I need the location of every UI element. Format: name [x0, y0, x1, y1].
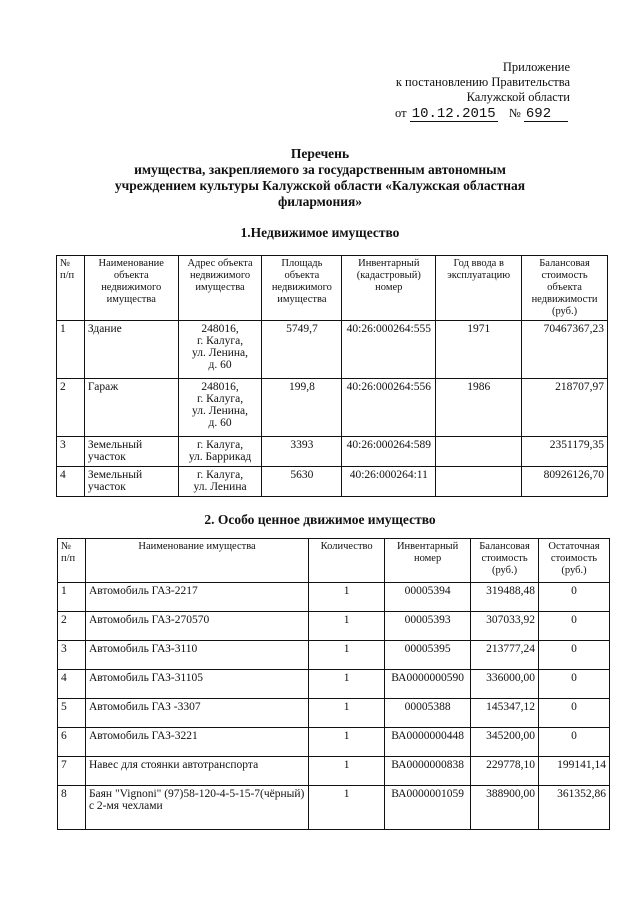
- table-header-row: [57, 256, 608, 321]
- row-number: 2: [57, 379, 85, 437]
- inventory-number: 00005394: [385, 583, 471, 612]
- row-number: 7: [58, 757, 86, 786]
- balance-cost: 70467367,23: [522, 321, 608, 379]
- decree-number: 692: [524, 107, 568, 122]
- decree-date: 10.12.2015: [411, 106, 496, 122]
- object-area: 5749,7: [262, 321, 342, 379]
- address-line: ул. Баррикад: [188, 451, 252, 463]
- document-title: [60, 146, 580, 210]
- residual-cost: 0: [539, 670, 610, 699]
- row-number: 8: [58, 786, 86, 830]
- row-number: 6: [58, 728, 86, 757]
- table-row: [58, 728, 610, 757]
- property-name: Навес для стоянки автотранспорта: [85, 757, 308, 786]
- table-row: [58, 641, 610, 670]
- header-cell: Год ввода в эксплуатацию: [436, 256, 522, 321]
- address-line: г. Калуга,: [197, 439, 244, 451]
- property-name: Автомобиль ГАЗ-3221: [85, 728, 308, 757]
- cadastral-number: 40:26:000264:11: [342, 467, 436, 497]
- row-number: 3: [57, 437, 85, 467]
- table-row: [57, 437, 608, 467]
- appendix-line-2: к постановлению Правительства: [395, 75, 570, 89]
- quantity: 1: [309, 728, 385, 757]
- table-row: [58, 786, 610, 830]
- row-number: 3: [58, 641, 86, 670]
- address-line: г. Калуга,: [197, 335, 244, 347]
- quantity: 1: [309, 583, 385, 612]
- header-cell: Балансовая стоимость (руб.): [471, 539, 539, 583]
- appendix-block: [310, 60, 570, 105]
- commission-year: [436, 467, 522, 497]
- inventory-number: 00005388: [385, 699, 471, 728]
- row-number: 4: [58, 670, 86, 699]
- object-address: [178, 321, 262, 379]
- balance-cost: 345200,00: [471, 728, 539, 757]
- balance-cost: 388900,00: [471, 786, 539, 830]
- balance-cost: 2351179,35: [522, 437, 608, 467]
- table-row: [57, 321, 608, 379]
- real-estate-table: [56, 255, 608, 497]
- quantity: 1: [309, 612, 385, 641]
- section1-heading: 1.Недвижимое имущество: [240, 225, 400, 240]
- header-cell: Количество: [309, 539, 385, 583]
- balance-cost: 307033,92: [471, 612, 539, 641]
- quantity: 1: [309, 786, 385, 830]
- property-name: Баян "Vignoni" (97)58-120-4-5-15-7(чёрный) с 2-мя чехлами: [85, 786, 308, 830]
- header-cell: Остаточная стоимость (руб.): [539, 539, 610, 583]
- residual-cost: 0: [539, 728, 610, 757]
- header-cell: Наименование имущества: [85, 539, 308, 583]
- table-header-row: [58, 539, 610, 583]
- address-line: г. Калуга,: [197, 393, 244, 405]
- inventory-number: ВА0000001059: [385, 786, 471, 830]
- property-name: Автомобиль ГАЗ-3110: [85, 641, 308, 670]
- date-prefix: от: [395, 106, 407, 120]
- balance-cost: 336000,00: [471, 670, 539, 699]
- balance-cost: 319488,48: [471, 583, 539, 612]
- property-name: Автомобиль ГАЗ-31105: [85, 670, 308, 699]
- inventory-number: 00005395: [385, 641, 471, 670]
- commission-year: 1986: [436, 379, 522, 437]
- quantity: 1: [309, 641, 385, 670]
- header-cell: Площадь объекта недвижимого имущества: [262, 256, 342, 321]
- table-row: [58, 612, 610, 641]
- header-cell: Наименование объекта недвижимого имущества: [84, 256, 178, 321]
- address-line: ул. Ленина: [193, 481, 247, 493]
- residual-cost: 0: [539, 699, 610, 728]
- cadastral-number: 40:26:000264:589: [342, 437, 436, 467]
- residual-cost: 0: [539, 583, 610, 612]
- row-number: 4: [57, 467, 85, 497]
- title-line-4: филармония»: [277, 194, 363, 209]
- object-name: Здание: [84, 321, 178, 379]
- commission-year: 1971: [436, 321, 522, 379]
- address-line: г. Калуга,: [197, 469, 244, 481]
- balance-cost: 218707,97: [522, 379, 608, 437]
- balance-cost: 213777,24: [471, 641, 539, 670]
- inventory-number: 00005393: [385, 612, 471, 641]
- header-cell: Инвентарный (кадастровый) номер: [342, 256, 436, 321]
- quantity: 1: [309, 757, 385, 786]
- inventory-number: ВА0000000448: [385, 728, 471, 757]
- address-line: д. 60: [208, 359, 232, 371]
- commission-year: [436, 437, 522, 467]
- address-line: ул. Ленина,: [192, 347, 249, 359]
- row-number: 1: [57, 321, 85, 379]
- residual-cost: 0: [539, 641, 610, 670]
- object-address: [178, 379, 262, 437]
- inventory-number: ВА0000000590: [385, 670, 471, 699]
- header-cell: № п/п: [58, 539, 86, 583]
- object-area: 3393: [262, 437, 342, 467]
- balance-cost: 145347,12: [471, 699, 539, 728]
- header-cell: Инвентарный номер: [385, 539, 471, 583]
- decree-date-line: [395, 106, 575, 122]
- object-name: Земельный участок: [84, 437, 178, 467]
- property-name: Автомобиль ГАЗ -3307: [85, 699, 308, 728]
- object-area: 199,8: [262, 379, 342, 437]
- object-address: [178, 467, 262, 497]
- movable-property-table: [57, 538, 610, 830]
- cadastral-number: 40:26:000264:556: [342, 379, 436, 437]
- section2-heading: 2. Особо ценное движимое имущество: [204, 512, 436, 527]
- object-area: 5630: [262, 467, 342, 497]
- row-number: 2: [58, 612, 86, 641]
- title-line-1: Перечень: [290, 146, 350, 161]
- header-cell: Балансовая стоимость объекта недвижимости (руб.): [522, 256, 608, 321]
- table-row: [58, 757, 610, 786]
- quantity: 1: [309, 670, 385, 699]
- object-address: [178, 437, 262, 467]
- table-row: [58, 670, 610, 699]
- table-row: [58, 699, 610, 728]
- address-line: д. 60: [208, 417, 232, 429]
- row-number: 1: [58, 583, 86, 612]
- table-row: [57, 379, 608, 437]
- appendix-line-3: Калужской области: [466, 90, 570, 104]
- address-line: 248016,: [201, 381, 239, 393]
- quantity: 1: [309, 699, 385, 728]
- balance-cost: 229778,10: [471, 757, 539, 786]
- row-number: 5: [58, 699, 86, 728]
- residual-cost: 199141,14: [539, 757, 610, 786]
- table-row: [57, 467, 608, 497]
- property-name: Автомобиль ГАЗ-2217: [85, 583, 308, 612]
- header-cell: № п/п: [57, 256, 85, 321]
- number-prefix: №: [508, 106, 521, 120]
- title-line-2: имущества, закрепляемого за государственным автономным: [134, 162, 506, 177]
- balance-cost: 80926126,70: [522, 467, 608, 497]
- cadastral-number: 40:26:000264:555: [342, 321, 436, 379]
- appendix-line-1: Приложение: [502, 60, 570, 74]
- property-name: Автомобиль ГАЗ-270570: [85, 612, 308, 641]
- title-line-3: учреждением культуры Калужской области «Калужская областная: [114, 178, 526, 193]
- header-cell: Адрес объекта недвижимого имущества: [178, 256, 262, 321]
- residual-cost: 361352,86: [539, 786, 610, 830]
- object-name: Земельный участок: [84, 467, 178, 497]
- object-name: Гараж: [84, 379, 178, 437]
- residual-cost: 0: [539, 612, 610, 641]
- table-row: [58, 583, 610, 612]
- address-line: 248016,: [201, 323, 239, 335]
- address-line: ул. Ленина,: [192, 405, 249, 417]
- inventory-number: ВА0000000838: [385, 757, 471, 786]
